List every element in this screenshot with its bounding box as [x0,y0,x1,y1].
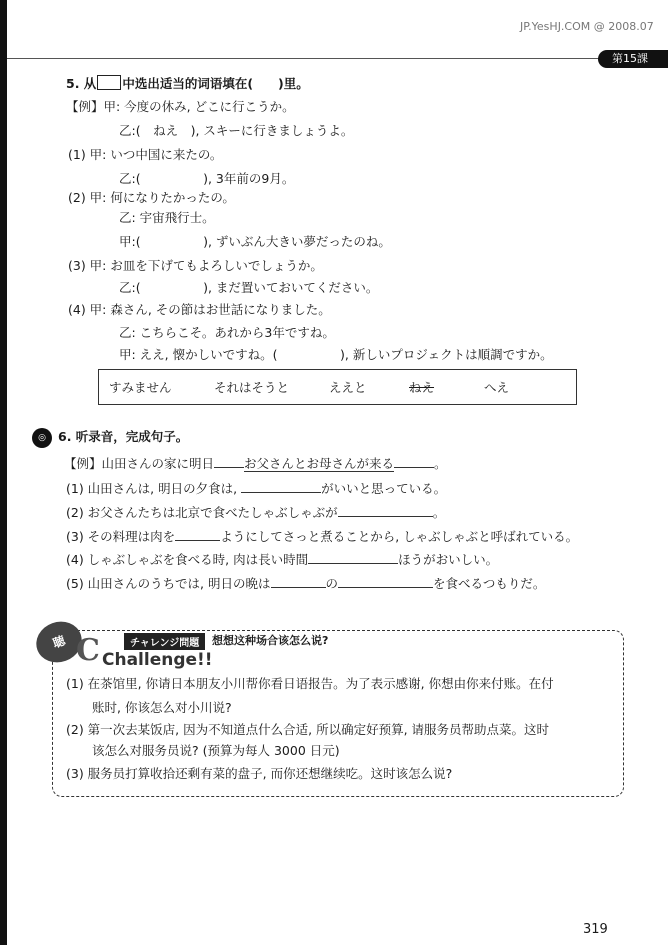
option: ええと [329,380,367,395]
text: を食べるつもりだ。 [433,576,546,591]
exercise-line: (2) 甲: 何になりたかったの。 [68,190,235,205]
text: (4) しゃぶしゃぶを食べる時, 肉は長い時間 [66,552,309,567]
blank[interactable] [271,574,326,588]
title-part: 5. 从 [66,76,97,91]
text: ようにしてさっと煮ることから, しゃぶしゃぶと呼ばれている。 [220,529,579,544]
listen-bubble-icon: 聴 [31,615,88,668]
blank[interactable] [241,479,321,493]
example-line [64,454,447,473]
blank [214,454,244,468]
challenge-line: 账时, 你该怎么对小川说? [92,700,232,715]
challenge-logo-c: C [76,633,100,668]
exercise-line [66,503,445,522]
option: すみません [109,380,172,395]
options-box [98,369,577,405]
exercise-line [66,550,498,569]
section6-title: 6. 听录音，完成句子。 [58,429,189,444]
text: の [325,576,339,591]
exercise-line: 甲:( ), ずいぶん大きい夢だったのね。 [119,234,391,249]
option: それはそうと [214,380,290,395]
exercise-line: 乙: 宇宙飛行士。 [119,210,215,225]
text: (3) その料理は肉を [66,529,176,544]
text: 。 [432,505,446,520]
text: ほうがおいしい。 [398,552,499,567]
exercise-line: 乙:( ), 3年前の9月。 [119,171,295,186]
title-part: 中选出适当的词语填在( )里。 [122,76,309,91]
challenge-line: (3) 服务员打算收拾还剩有菜的盘子, 而你还想继续吃。这时该怎么说? [66,766,453,781]
exercise-line [66,574,545,593]
challenge-logo: Challenge!! [102,650,213,670]
text: 。 [434,456,447,471]
exercise-line: 【例】甲: 今度の休み, どこに行こうか。 [66,99,295,114]
blank [394,454,434,468]
exercise-line: 乙:( ねえ ), スキーに行きましょうよ。 [119,123,354,138]
challenge-line: (1) 在茶馆里, 你请日本朋友小川帮你看日语报告。为了表示感谢, 你想由你来付账。在付 [66,676,554,691]
lesson-tab: 第15課 [598,50,668,68]
text: (2) お父さんたちは北京で食べたしゃぶしゃぶが [66,505,338,520]
example-answer: お父さんとお母さんが来る [244,456,395,471]
watermark: JP.YesHJ.COM @ 2008.07 [520,20,654,33]
exercise-line: (1) 甲: いつ中国に来たの。 [68,147,223,162]
exercise-line [66,527,578,546]
box-symbol [97,75,121,90]
text: (5) 山田さんのうちでは, 明日の晩は [66,576,271,591]
challenge-line: 该怎么对服务员说? (预算为每人 3000 日元) [92,743,340,758]
exercise-line: 甲: ええ, 懐かしいですね。( ), 新しいプロジェクトは順調ですか。 [119,347,553,362]
page-number: 319 [583,922,608,937]
exercise-line: 乙: こちらこそ。あれから3年ですね。 [119,325,335,340]
text: 【例】山田さんの家に明日 [64,456,215,471]
challenge-heading: 想想这种场合该怎么说? [212,634,329,647]
exercise-line: (3) 甲: お皿を下げてもよろしいでしょうか。 [68,258,323,273]
blank[interactable] [308,550,398,564]
header-rule [7,58,607,59]
exercise-line [66,479,446,498]
blank[interactable] [338,503,433,517]
cd-icon: ◎ [32,428,52,448]
exercise-line: 乙:( ), まだ置いておいてください。 [119,280,379,295]
blank[interactable] [338,574,433,588]
challenge-line: (2) 第一次去某饭店, 因为不知道点什么合适, 所以确定好预算, 请服务员帮助点菜。这时 [66,722,550,737]
text: がいいと思っている。 [321,481,447,496]
blank[interactable] [175,527,220,541]
section5-title [66,75,309,93]
option: へえ [484,380,510,395]
option-used: ねえ [409,380,435,395]
challenge-tag: チャレンジ問題 [124,633,205,650]
text: (1) 山田さんは, 明日の夕食は, [66,481,238,496]
scan-edge [0,0,7,945]
exercise-line: (4) 甲: 森さん, その節はお世話になりました。 [68,302,331,317]
